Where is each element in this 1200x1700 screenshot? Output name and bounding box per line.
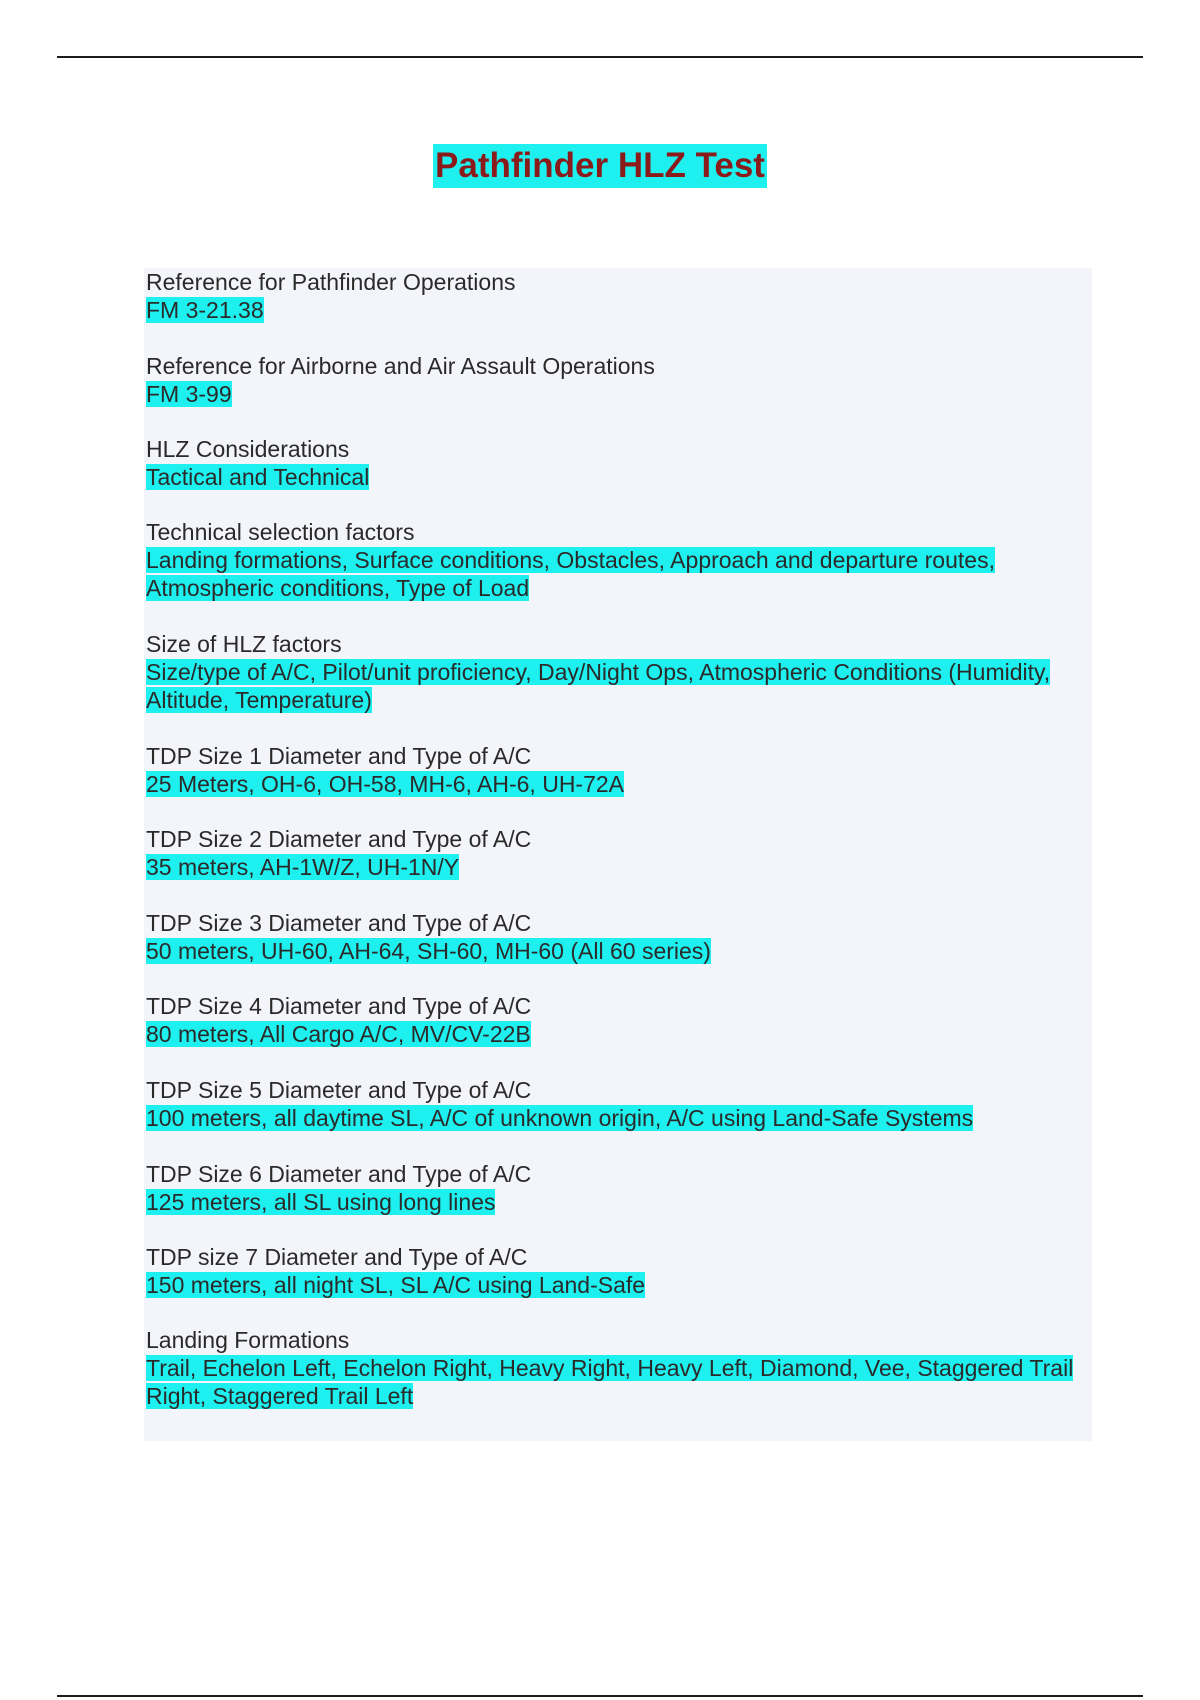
qa-item bbox=[146, 992, 1092, 1048]
qa-item bbox=[146, 630, 1092, 714]
answer-highlight: 100 meters, all daytime SL, A/C of unknown origin, A/C using Land-Safe Systems bbox=[146, 1105, 974, 1131]
qa-item bbox=[146, 518, 1092, 602]
answer-text bbox=[146, 1020, 1092, 1048]
answer-text bbox=[146, 380, 1092, 408]
qa-card bbox=[144, 268, 1092, 1441]
qa-item bbox=[146, 909, 1092, 965]
answer-text bbox=[146, 658, 1092, 714]
question-text: TDP Size 4 Diameter and Type of A/C bbox=[146, 993, 532, 1019]
answer-highlight: Tactical and Technical bbox=[146, 464, 370, 490]
answer-text bbox=[146, 937, 1092, 965]
question-text: TDP size 7 Diameter and Type of A/C bbox=[146, 1244, 528, 1270]
document-title: Pathfinder HLZ Test bbox=[433, 144, 767, 188]
qa-item bbox=[146, 352, 1092, 408]
answer-text bbox=[146, 1271, 1092, 1299]
question-text: Reference for Pathfinder Operations bbox=[146, 269, 516, 295]
question-text: Reference for Airborne and Air Assault Operations bbox=[146, 353, 655, 379]
top-rule bbox=[57, 56, 1143, 58]
qa-item bbox=[146, 1160, 1092, 1216]
question-text: Technical selection factors bbox=[146, 519, 415, 545]
qa-item bbox=[146, 825, 1092, 881]
answer-highlight: Trail, Echelon Left, Echelon Right, Heavy Right, Heavy Left, Diamond, Vee, Staggered Trail Right, Staggered Trail Left bbox=[146, 1355, 1074, 1409]
answer-highlight: FM 3-99 bbox=[146, 381, 232, 407]
qa-item bbox=[146, 1326, 1092, 1410]
question-text: TDP Size 3 Diameter and Type of A/C bbox=[146, 910, 532, 936]
answer-highlight: 80 meters, All Cargo A/C, MV/CV-22B bbox=[146, 1021, 531, 1047]
answer-text bbox=[146, 1188, 1092, 1216]
answer-highlight: Size/type of A/C, Pilot/unit proficiency, Day/Night Ops, Atmospheric Conditions (Humidity, Altitude, Temperature) bbox=[146, 659, 1051, 713]
question-text: Size of HLZ factors bbox=[146, 631, 342, 657]
question-text: TDP Size 5 Diameter and Type of A/C bbox=[146, 1077, 532, 1103]
qa-item bbox=[146, 742, 1092, 798]
question-text: TDP Size 6 Diameter and Type of A/C bbox=[146, 1161, 532, 1187]
answer-text bbox=[146, 546, 1092, 602]
answer-text bbox=[146, 1354, 1092, 1410]
answer-highlight: FM 3-21.38 bbox=[146, 297, 264, 323]
answer-text bbox=[146, 1104, 1092, 1132]
answer-text bbox=[146, 463, 1092, 491]
answer-highlight: 125 meters, all SL using long lines bbox=[146, 1189, 496, 1215]
title-container bbox=[0, 144, 1200, 188]
answer-highlight: Landing formations, Surface conditions, Obstacles, Approach and departure routes, Atmospheric conditions, Type of Load bbox=[146, 547, 995, 601]
bottom-rule bbox=[57, 1695, 1143, 1697]
answer-highlight: 25 Meters, OH-6, OH-58, MH-6, AH-6, UH-72A bbox=[146, 771, 625, 797]
answer-highlight: 50 meters, UH-60, AH-64, SH-60, MH-60 (All 60 series) bbox=[146, 938, 711, 964]
question-text: HLZ Considerations bbox=[146, 436, 350, 462]
qa-item bbox=[146, 435, 1092, 491]
qa-item bbox=[146, 1076, 1092, 1132]
answer-text bbox=[146, 853, 1092, 881]
qa-item bbox=[146, 268, 1092, 324]
answer-text bbox=[146, 296, 1092, 324]
answer-highlight: 35 meters, AH-1W/Z, UH-1N/Y bbox=[146, 854, 460, 880]
question-text: TDP Size 1 Diameter and Type of A/C bbox=[146, 743, 532, 769]
question-text: TDP Size 2 Diameter and Type of A/C bbox=[146, 826, 532, 852]
answer-text bbox=[146, 770, 1092, 798]
qa-item bbox=[146, 1243, 1092, 1299]
question-text: Landing Formations bbox=[146, 1327, 350, 1353]
answer-highlight: 150 meters, all night SL, SL A/C using Land-Safe bbox=[146, 1272, 646, 1298]
